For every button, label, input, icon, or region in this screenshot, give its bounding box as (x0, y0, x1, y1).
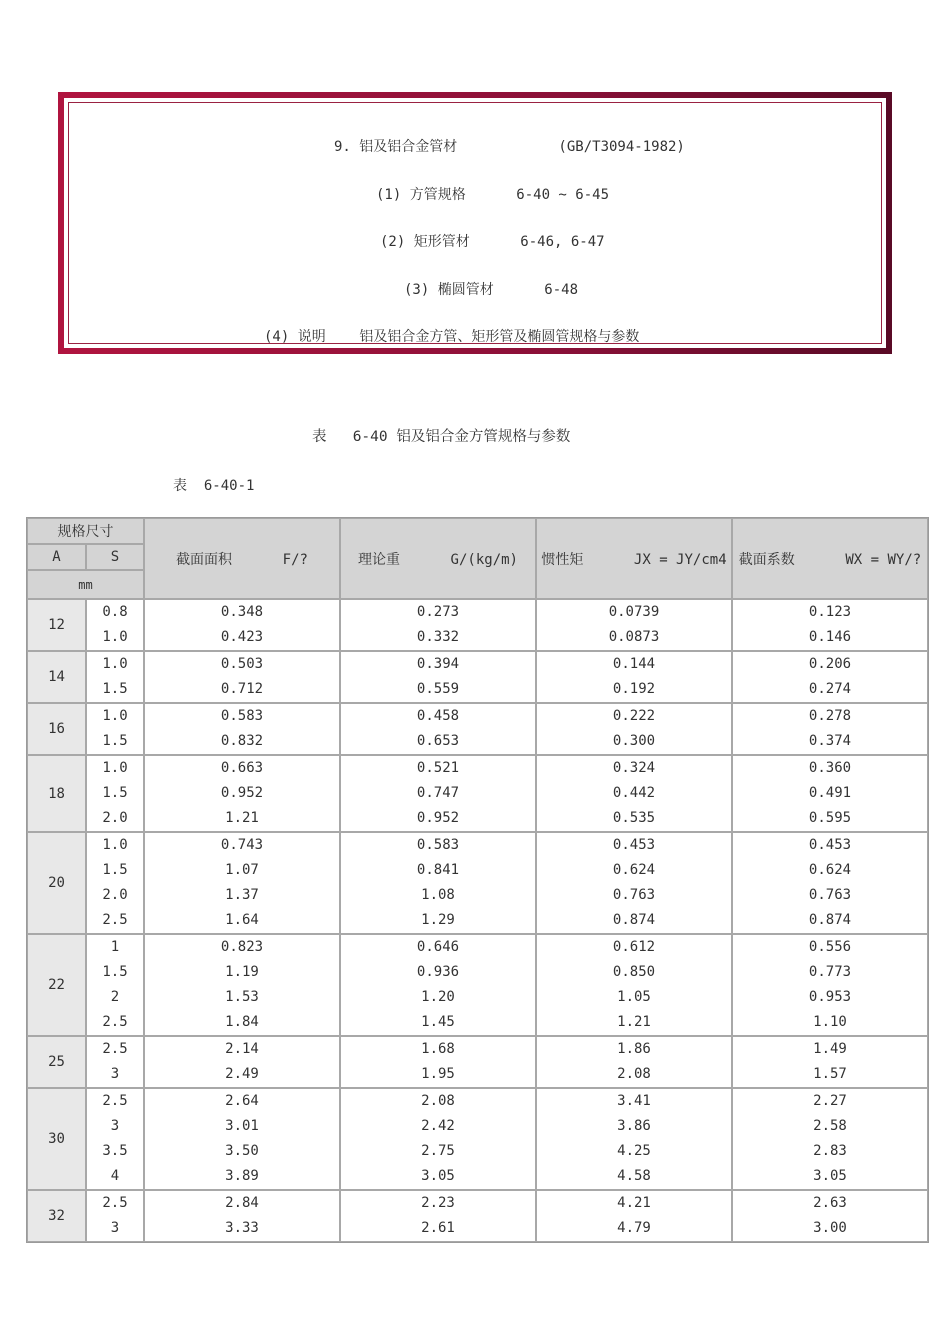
area-value: 0.663 (220, 760, 264, 776)
info-box (58, 92, 892, 354)
header-inertia: 惯性矩 JX = JY/cm4 (536, 518, 732, 599)
inertia-value: 4.58 (617, 1168, 651, 1184)
thickness-value: 1.0 (102, 629, 128, 645)
section-modulus-value: 1.57 (813, 1066, 847, 1082)
thickness-value: 1.0 (102, 708, 128, 724)
section-modulus-value: 0.491 (808, 785, 852, 801)
inertia-value: 1.21 (617, 1014, 651, 1030)
section-modulus-cell (732, 1190, 928, 1242)
inertia-value: 0.0873 (608, 629, 660, 645)
inertia-value: 0.222 (612, 708, 656, 724)
area-value: 0.832 (220, 733, 264, 749)
thickness-cell (86, 832, 144, 934)
inertia-value: 2.08 (617, 1066, 651, 1082)
weight-cell (340, 832, 536, 934)
thickness-value: 2.5 (102, 1093, 128, 1109)
thickness-cell (86, 1190, 144, 1242)
area-cell (144, 832, 340, 934)
thickness-cell (86, 651, 144, 703)
thickness-value: 3 (110, 1118, 120, 1134)
thickness-value: 1.0 (102, 837, 128, 853)
weight-value: 2.42 (421, 1118, 455, 1134)
area-cell (144, 934, 340, 1036)
weight-cell (340, 599, 536, 651)
section-modulus-cell (732, 703, 928, 755)
area-value: 1.37 (225, 887, 259, 903)
table-subtitle: 表 6-40-1 (173, 478, 255, 494)
inertia-value: 1.86 (617, 1041, 651, 1057)
inertia-cell (536, 832, 732, 934)
area-cell (144, 1036, 340, 1088)
section-modulus-cell (732, 755, 928, 832)
area-cell (144, 1088, 340, 1190)
table-row (27, 934, 928, 1036)
section-modulus-value: 1.10 (813, 1014, 847, 1030)
area-value: 0.503 (220, 656, 264, 672)
spec-table-body (27, 599, 928, 1242)
weight-value: 0.394 (416, 656, 460, 672)
weight-value: 0.653 (416, 733, 460, 749)
section-modulus-value: 2.27 (813, 1093, 847, 1109)
weight-value: 1.68 (421, 1041, 455, 1057)
thickness-cell (86, 934, 144, 1036)
thickness-value: 4 (110, 1168, 120, 1184)
section-modulus-value: 0.453 (808, 837, 852, 853)
thickness-cell (86, 755, 144, 832)
area-value: 1.21 (225, 810, 259, 826)
thickness-value: 1.5 (102, 681, 128, 697)
thickness-value: 2 (110, 989, 120, 1005)
thickness-value: 1.5 (102, 964, 128, 980)
thickness-value: 1.5 (102, 733, 128, 749)
thickness-cell (86, 1036, 144, 1088)
area-value: 3.33 (225, 1220, 259, 1236)
thickness-value: 3 (110, 1220, 120, 1236)
thickness-value: 1 (110, 939, 120, 955)
thickness-cell (86, 703, 144, 755)
thickness-cell (86, 1088, 144, 1190)
thickness-value: 1.0 (102, 656, 128, 672)
section-modulus-value: 0.123 (808, 604, 852, 620)
area-value: 2.64 (225, 1093, 259, 1109)
weight-cell (340, 1036, 536, 1088)
weight-cell (340, 755, 536, 832)
section-modulus-value: 0.763 (808, 887, 852, 903)
thickness-value: 2.5 (102, 1195, 128, 1211)
inertia-value: 0.324 (612, 760, 656, 776)
section-modulus-value: 0.274 (808, 681, 852, 697)
weight-cell (340, 934, 536, 1036)
inertia-value: 0.763 (612, 887, 656, 903)
weight-cell (340, 1088, 536, 1190)
inertia-value: 0.144 (612, 656, 656, 672)
weight-value: 0.646 (416, 939, 460, 955)
inertia-cell (536, 599, 732, 651)
area-value: 0.583 (220, 708, 264, 724)
info-box-line-3: (3) 椭圆管材 6-48 (404, 282, 579, 298)
info-box-line-2: (2) 矩形管材 6-46, 6-47 (380, 234, 605, 250)
thickness-value: 2.0 (102, 887, 128, 903)
area-value: 3.89 (225, 1168, 259, 1184)
weight-cell (340, 651, 536, 703)
size-a-cell: 16 (27, 703, 86, 755)
weight-value: 0.583 (416, 837, 460, 853)
inertia-cell (536, 651, 732, 703)
inertia-cell (536, 934, 732, 1036)
weight-value: 0.747 (416, 785, 460, 801)
header-section-modulus: 截面系数 WX = WY/? (732, 518, 928, 599)
area-value: 0.743 (220, 837, 264, 853)
area-value: 1.07 (225, 862, 259, 878)
info-box-line-4: (4) 说明 铝及铝合金方管、矩形管及椭圆管规格与参数 (264, 329, 640, 345)
inertia-value: 0.300 (612, 733, 656, 749)
header-weight: 理论重 G/(kg/m) (340, 518, 536, 599)
table-row (27, 703, 928, 755)
area-value: 1.64 (225, 912, 259, 928)
area-cell (144, 755, 340, 832)
thickness-value: 3 (110, 1066, 120, 1082)
table-title: 表 6-40 铝及铝合金方管规格与参数 (312, 429, 571, 445)
area-cell (144, 599, 340, 651)
size-a-cell: 30 (27, 1088, 86, 1190)
weight-cell (340, 1190, 536, 1242)
inertia-cell (536, 1190, 732, 1242)
size-a-cell: 22 (27, 934, 86, 1036)
weight-value: 1.29 (421, 912, 455, 928)
table-row (27, 832, 928, 934)
info-box-title: 9. 铝及铝合金管材 (GB/T3094-1982) (334, 139, 685, 155)
thickness-value: 2.5 (102, 1014, 128, 1030)
section-modulus-cell (732, 651, 928, 703)
inertia-value: 0.612 (612, 939, 656, 955)
size-a-cell: 14 (27, 651, 86, 703)
weight-value: 2.23 (421, 1195, 455, 1211)
section-modulus-value: 1.49 (813, 1041, 847, 1057)
area-cell (144, 703, 340, 755)
thickness-value: 2.5 (102, 1041, 128, 1057)
section-modulus-value: 3.05 (813, 1168, 847, 1184)
inertia-value: 3.86 (617, 1118, 651, 1134)
weight-value: 0.952 (416, 810, 460, 826)
section-modulus-value: 0.874 (808, 912, 852, 928)
section-modulus-value: 0.595 (808, 810, 852, 826)
section-modulus-cell (732, 832, 928, 934)
section-modulus-value: 2.58 (813, 1118, 847, 1134)
area-value: 2.84 (225, 1195, 259, 1211)
section-modulus-cell (732, 934, 928, 1036)
header-group-size: 规格尺寸 (27, 518, 144, 544)
thickness-value: 3.5 (102, 1143, 128, 1159)
inertia-value: 0.0739 (608, 604, 660, 620)
area-value: 1.53 (225, 989, 259, 1005)
area-value: 0.348 (220, 604, 264, 620)
table-row (27, 755, 928, 832)
inertia-value: 4.79 (617, 1220, 651, 1236)
weight-value: 0.559 (416, 681, 460, 697)
section-modulus-value: 2.63 (813, 1195, 847, 1211)
inertia-value: 4.25 (617, 1143, 651, 1159)
section-modulus-value: 0.374 (808, 733, 852, 749)
section-modulus-value: 3.00 (813, 1220, 847, 1236)
inertia-value: 0.442 (612, 785, 656, 801)
thickness-value: 0.8 (102, 604, 128, 620)
inertia-cell (536, 1088, 732, 1190)
header-s: S (86, 544, 144, 570)
inertia-value: 0.850 (612, 964, 656, 980)
area-value: 0.712 (220, 681, 264, 697)
weight-value: 0.936 (416, 964, 460, 980)
size-a-cell: 32 (27, 1190, 86, 1242)
weight-value: 2.61 (421, 1220, 455, 1236)
info-box-line-1: (1) 方管规格 6-40 ~ 6-45 (376, 187, 610, 203)
spec-table (26, 517, 929, 1243)
section-modulus-value: 0.360 (808, 760, 852, 776)
thickness-value: 1.0 (102, 760, 128, 776)
section-modulus-cell (732, 599, 928, 651)
section-modulus-value: 0.206 (808, 656, 852, 672)
area-value: 0.952 (220, 785, 264, 801)
area-cell (144, 1190, 340, 1242)
weight-value: 2.08 (421, 1093, 455, 1109)
table-row (27, 651, 928, 703)
inertia-value: 3.41 (617, 1093, 651, 1109)
section-modulus-value: 2.83 (813, 1143, 847, 1159)
inertia-value: 1.05 (617, 989, 651, 1005)
area-value: 0.823 (220, 939, 264, 955)
weight-value: 0.332 (416, 629, 460, 645)
weight-value: 3.05 (421, 1168, 455, 1184)
area-value: 1.19 (225, 964, 259, 980)
weight-value: 1.95 (421, 1066, 455, 1082)
section-modulus-value: 0.624 (808, 862, 852, 878)
section-modulus-value: 0.146 (808, 629, 852, 645)
weight-value: 2.75 (421, 1143, 455, 1159)
weight-cell (340, 703, 536, 755)
header-area: 截面面积 F/? (144, 518, 340, 599)
inertia-cell (536, 755, 732, 832)
table-row (27, 1036, 928, 1088)
header-a: A (27, 544, 86, 570)
section-modulus-value: 0.556 (808, 939, 852, 955)
weight-value: 0.521 (416, 760, 460, 776)
section-modulus-cell (732, 1088, 928, 1190)
section-modulus-value: 0.773 (808, 964, 852, 980)
thickness-value: 2.0 (102, 810, 128, 826)
area-value: 2.14 (225, 1041, 259, 1057)
size-a-cell: 12 (27, 599, 86, 651)
weight-value: 1.45 (421, 1014, 455, 1030)
inertia-value: 0.624 (612, 862, 656, 878)
inertia-cell (536, 1036, 732, 1088)
thickness-value: 2.5 (102, 912, 128, 928)
size-a-cell: 25 (27, 1036, 86, 1088)
header-unit: mm (27, 570, 144, 599)
thickness-cell (86, 599, 144, 651)
area-value: 1.84 (225, 1014, 259, 1030)
inertia-value: 0.874 (612, 912, 656, 928)
section-modulus-cell (732, 1036, 928, 1088)
weight-value: 0.273 (416, 604, 460, 620)
thickness-value: 1.5 (102, 862, 128, 878)
inertia-value: 0.453 (612, 837, 656, 853)
inertia-cell (536, 703, 732, 755)
size-a-cell: 20 (27, 832, 86, 934)
inertia-value: 0.535 (612, 810, 656, 826)
table-row (27, 1190, 928, 1242)
weight-value: 0.458 (416, 708, 460, 724)
area-value: 2.49 (225, 1066, 259, 1082)
section-modulus-value: 0.953 (808, 989, 852, 1005)
inertia-value: 0.192 (612, 681, 656, 697)
weight-value: 1.08 (421, 887, 455, 903)
area-value: 3.01 (225, 1118, 259, 1134)
table-row (27, 1088, 928, 1190)
area-cell (144, 651, 340, 703)
section-modulus-value: 0.278 (808, 708, 852, 724)
area-value: 0.423 (220, 629, 264, 645)
inertia-value: 4.21 (617, 1195, 651, 1211)
weight-value: 0.841 (416, 862, 460, 878)
thickness-value: 1.5 (102, 785, 128, 801)
area-value: 3.50 (225, 1143, 259, 1159)
size-a-cell: 18 (27, 755, 86, 832)
weight-value: 1.20 (421, 989, 455, 1005)
table-row (27, 599, 928, 651)
